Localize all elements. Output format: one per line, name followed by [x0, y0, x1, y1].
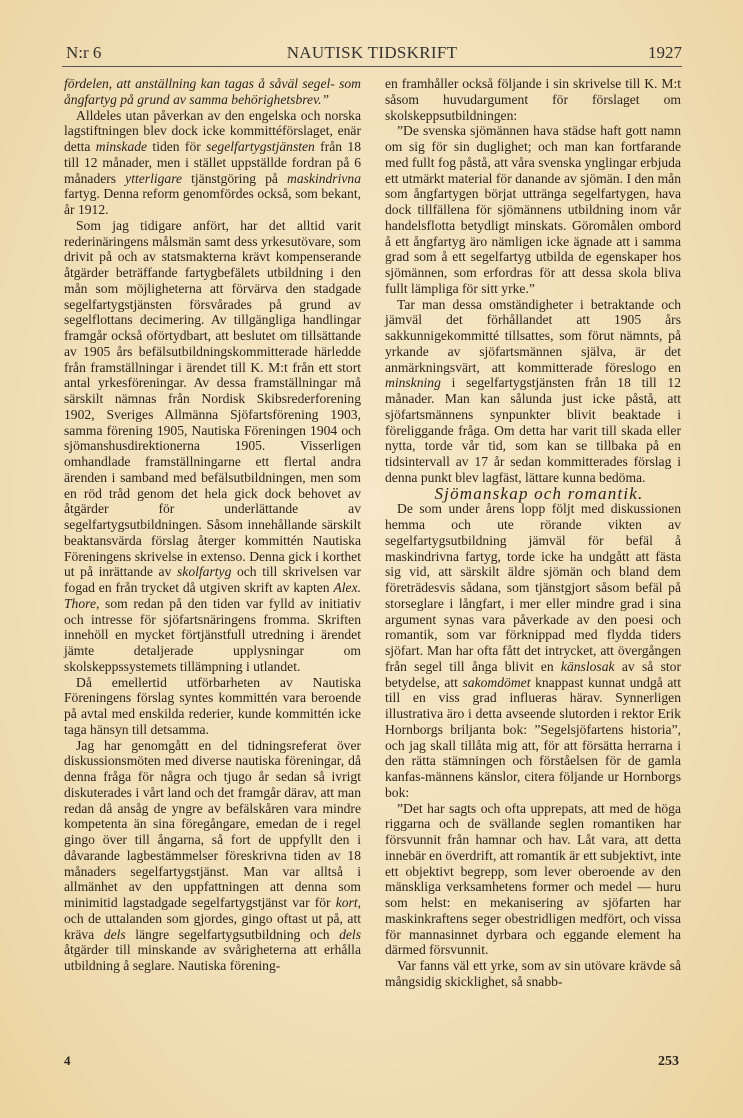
- issue-number: N:r 6: [66, 43, 102, 62]
- paragraph: ”De svenska sjömännen hava städse haft gott namn om sig för sin duglighet; och man kan fortfarande med fullt fog påstå, att våra svenska ynglingar erbjuda ett utmärkt material för danande av sjömän. I den mån som ångfartygen börjat uttränga segelfartygen, hava dock tillfällena för sjömännens utbildning inom vår handelsflotta betydligt minskats. Göromålen ombord å ett ångfartyg äro nämligen icke ägnade att i samma grad som å ett segelfartyg utbilda de egenskaper hos sjömännen, som erfordras för att dessa skola bliva fullt lämpliga för sitt yrke.”: [385, 123, 681, 296]
- paragraph: en framhåller också följande i sin skrivelse till K. M:t såsom huvudargument för förslaget om skolskeppsutbildningen:: [385, 76, 681, 123]
- page-number: 253: [658, 1054, 679, 1069]
- paragraph: Då emellertid utförbarheten av Nautiska Föreningens förslag syntes kommittén vara beroende på avtal med enskilda rederier, kunde kommittén icke taga hänsyn till detsamma.: [64, 674, 361, 737]
- paragraph: Alldeles utan påverkan av den engelska och norska lagstiftningen blev dock icke kommittéförslaget, enär detta minskade tiden för segelfartygstjänsten från 18 till 12 månader, men i stället uppställde fordran på 6 månaders ytterligare tjänstgöring på maskindrivna fartyg. Denna reform genomfördes också, som bekant, år 1912.: [64, 107, 362, 217]
- paragraph: Som jag tidigare anfört, har det alltid varit rederinäringens målsmän samt dess yrkesutövare, som drivit på och av statsmakterna krävt kompenserande åtgärder beträffande fartygbefälets utbildning i den mån som möjligheterna att förvärva den stadgade segelfartygstjänsten försvårades på grund av segelflottans decimering. Av tillgängliga handlingar framgår också oförtydbart, att beslutet om tillsättande av 1905 års befälsutbildningskommitterade härledde från framställningar i ärendet till K. M:t från ett stort antal yrkesföreningar. Av dessa framställningar må särskilt nämnas från Nordisk Skibsrederforening 1902, Sveriges Allmänna Sjöfartsförening 1903, samma förening 1905, Nautiska Föreningen 1904 och sjömanshusdirektionerna 1905. Visserligen omhandlade framställningarne ett flertal andra ärenden i samband med befälsutbildningen, men som en röd tråd genom det hela gick dock behovet av åtgärder för underlättande av segelfartygsutbildningen. Såsom innehållande särskilt beaktansvärda förslag återger kommittén Nautiska Föreningens skrivelse in extenso. Denna gick i korthet ut på inrättande av skolfartyg och till skrivelsen var fogad en från trycket då utgiven skrift av kapten Alex. Thore, som redan på den tiden var fylld av initiativ och intresse för sjöfartsnäringens fromma. Skriften innehöll en mycket förtjänstfull utredning i ärendet jämte detaljerade upplysningar om skolskeppssystemets tillämpning i utlandet.: [64, 217, 361, 674]
- paragraph: ”Det har sagts och ofta upprepats, att med de höga riggarna och de svällande seglen romantiken har försvunnit från hamnar och hav. Låt vara, att detta innebär en överdrift, att romantik är ett subjektivt, inte ett objektivt begrepp, som lever oberoende av den mänskliga verksamhetens former och medel — huru som helst: en mekanisering av sjöfarten har maskinkraftens seger obestridligen medfört, och vissa för mannasinnet dyrbara och eggande element ha därmed försvunnit.: [385, 800, 681, 958]
- signature-mark: 4: [64, 1053, 71, 1068]
- section-heading: Sjömanskap och romantik.: [434, 483, 644, 503]
- right-column-bottom: [385, 501, 681, 989]
- running-header: [62, 40, 682, 66]
- paragraph: Jag har genomgått en del tidningsreferat över diskussionsmöten med diverse nautiska föreningar, då denna fråga för några och tjugo år sedan så ivrigt diskuterades i vårt land och det framgår därav, att man redan då ansåg de yngre av befälskåren vara mindre kompetenta än sina föregångare, emedan de i regel gingo över till ångarna, så fort de uppfyllt den i dåvarande lagbestämmelser föreskrivna tiden av 18 månaders segelfartygstjänst. Man var alltså i allmänhet av den uppfattningen att denna som minimitid lagstadgade segelfartygstjänst var för kort, och de uttalanden som gjordes, gingo oftast ut på, att kräva dels längre segelfartygsutbildning och dels åtgärder till minskande av svårigheterna att erhålla utbildning å seglare. Nautiska förening-: [64, 737, 361, 973]
- paragraph: De som under årens lopp följt med diskussionen hemma och ute rörande vikten av segelfartygsutbildning jämväl för befäl å maskindrivna fartyg, torde icke ha undgått att fästa sig vid, att särskilt äldre sjömän och bland dem företrädesvis sådana, som tjänstgjort såsom befäl på storseglare i långfart, i mer eller mindre grad i sina argument synas vara påverkade av den poesi och romantik, som var förknippad med flydda tiders sjöfart. Man har ofta fått det intrycket, att övergången från segel till ånga blivit en känslosak av så stor betydelse, att sakomdömet knappast kunnat undgå att till en viss grad influeras härav. Synnerligen illustrativa äro i detta avseende slutorden i rektor Erik Hornborgs briljanta bok: ”Segelsjöfartens historia”, och jag skall tillåta mig att, för att försätta herrarna i den rätta stämningen och förståelsen för de gamla kanfas-männens känslor, citera följande ur Hornborgs bok:: [385, 501, 681, 800]
- left-column: [64, 76, 361, 974]
- header-rule: [62, 66, 682, 67]
- publication-year: 1927: [648, 43, 682, 62]
- right-column-top: [385, 76, 681, 486]
- paragraph: fördelen, att anställning kan tagas å såväl segel- som ångfartyg på grund av samma behörighetsbrev.”: [64, 76, 361, 107]
- paragraph: Var fanns väl ett yrke, som av sin utövare krävde så mångsidig skicklighet, så snabb-: [385, 958, 681, 989]
- journal-title: NAUTISK TIDSKRIFT: [286, 43, 458, 62]
- right-column: [385, 76, 681, 990]
- paragraph: Tar man dessa omständigheter i betraktande och jämväl det förhållandet att 1905 års sakkunnigekommitté tillsattes, som förut nämnts, på yrkande av sjöfartsmännen själva, är det anmärkningsvärt, att kommitterade föreslogo en minskning i segelfartygstjänsten från 18 till 12 månader. Man kan sålunda just icke påstå, att sjöfartsmännens synpunkter blivit beaktade i föreliggande fråga. Om detta har varit till skada eller nytta, torde vår tid, som kan se tillbaka på en tidsintervall av 17 år sedan kommitterades förslag i denna punkt blev lagfäst, lättare kunna bedöma.: [385, 296, 681, 485]
